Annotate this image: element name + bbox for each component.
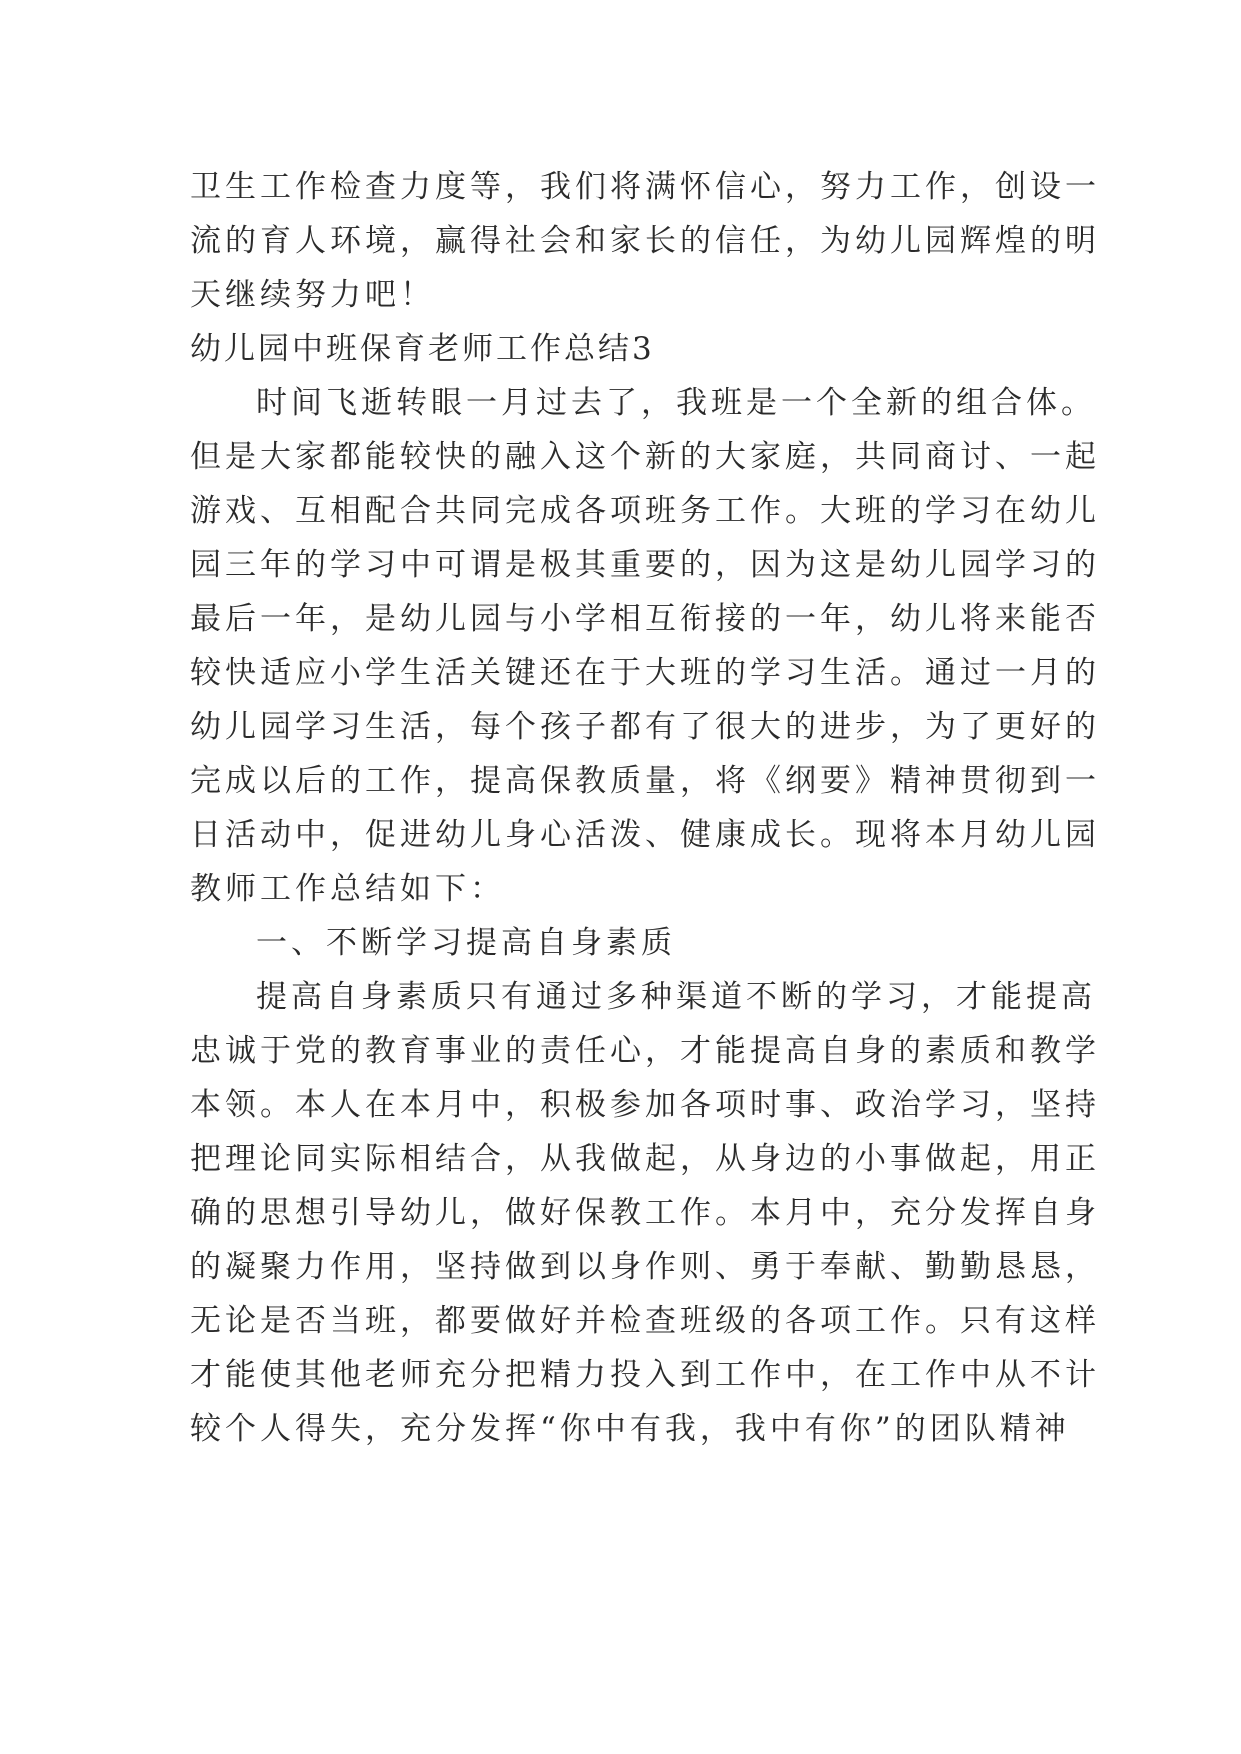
- body-line: 无论是否当班，都要做好并检查班级的各项工作。只有这样: [190, 1303, 1100, 1339]
- body-line: 流的育人环境，赢得社会和家长的信任，为幼儿园辉煌的明: [190, 223, 1100, 259]
- body-line: 卫生工作检查力度等，我们将满怀信心，努力工作，创设一: [190, 169, 1100, 205]
- body-line: 最后一年，是幼儿园与小学相互衔接的一年，幼儿将来能否: [190, 601, 1100, 637]
- paragraph-first-line: 提高自身素质只有通过多种渠道不断的学习，才能提高: [256, 979, 1096, 1015]
- body-line: 确的思想引导幼儿，做好保教工作。本月中，充分发挥自身: [190, 1195, 1100, 1231]
- subsection-heading: 一、不断学习提高自身素质: [256, 925, 676, 961]
- body-line: 日活动中，促进幼儿身心活泼、健康成长。现将本月幼儿园: [190, 817, 1100, 853]
- body-line: 园三年的学习中可谓是极其重要的，因为这是幼儿园学习的: [190, 547, 1100, 583]
- body-line: 教师工作总结如下：: [190, 871, 505, 907]
- body-line: 幼儿园学习生活，每个孩子都有了很大的进步，为了更好的: [190, 709, 1100, 745]
- body-line: 完成以后的工作，提高保教质量，将《纲要》精神贯彻到一: [190, 763, 1100, 799]
- body-line: 天继续努力吧！: [190, 277, 435, 313]
- body-line: 忠诚于党的教育事业的责任心，才能提高自身的素质和教学: [190, 1033, 1100, 1069]
- section-title: 幼儿园中班保育老师工作总结3: [190, 331, 655, 367]
- paragraph-first-line: 时间飞逝转眼一月过去了，我班是一个全新的组合体。: [256, 385, 1096, 421]
- body-line: 较个人得失，充分发挥“你中有我，我中有你”的团队精神: [190, 1411, 1070, 1447]
- body-line: 游戏、互相配合共同完成各项班务工作。大班的学习在幼儿: [190, 493, 1100, 529]
- body-line: 较快适应小学生活关键还在于大班的学习生活。通过一月的: [190, 655, 1100, 691]
- body-line: 才能使其他老师充分把精力投入到工作中，在工作中从不计: [190, 1357, 1100, 1393]
- body-line: 本领。本人在本月中，积极参加各项时事、政治学习，坚持: [190, 1087, 1100, 1123]
- body-line: 的凝聚力作用，坚持做到以身作则、勇于奉献、勤勤恳恳，: [190, 1249, 1100, 1285]
- body-line: 把理论同实际相结合，从我做起，从身边的小事做起，用正: [190, 1141, 1100, 1177]
- body-line: 但是大家都能较快的融入这个新的大家庭，共同商讨、一起: [190, 439, 1100, 475]
- document-body: [190, 160, 1100, 1456]
